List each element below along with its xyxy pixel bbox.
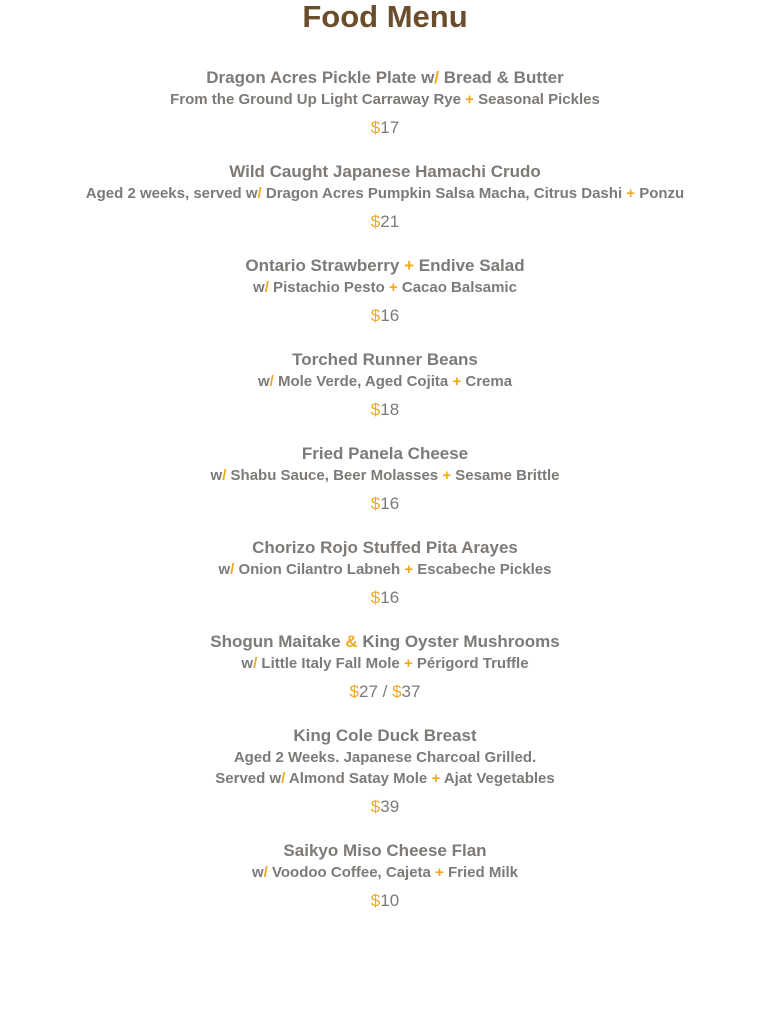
accent-symbol: + (404, 561, 414, 578)
menu-list (80, 67, 690, 934)
menu-item-price (80, 587, 690, 609)
text-segment: King Cole Duck Breast (293, 726, 477, 745)
menu-item-description (80, 653, 690, 674)
menu-item (80, 631, 690, 703)
text-segment: Aged 2 Weeks. Japanese Charcoal Grilled. (233, 749, 537, 766)
menu-item-description (80, 183, 690, 204)
accent-symbol: / (222, 467, 227, 484)
accent-symbol: + (403, 655, 413, 672)
text-segment: 17 (380, 118, 400, 137)
accent-symbol: $ (370, 212, 381, 231)
text-segment: w (257, 373, 270, 390)
accent-symbol: + (404, 256, 415, 275)
text-segment: Cacao Balsamic (397, 279, 517, 296)
text-segment: Périgord Truffle (412, 655, 529, 672)
text-segment: From the Ground Up Light Carraway Rye (170, 91, 466, 108)
text-segment: Shogun Maitake (210, 632, 346, 651)
text-segment: Dragon Acres Pickle Plate w (206, 68, 435, 87)
text-segment: 10 (380, 891, 400, 910)
text-segment: Bread & Butter (439, 68, 564, 87)
text-segment: Chorizo Rojo Stuffed Pita Arayes (252, 538, 518, 557)
text-segment: Ponzu (635, 185, 685, 202)
accent-symbol: + (435, 864, 444, 881)
accent-symbol: / (434, 68, 440, 87)
menu-item-name (80, 443, 690, 465)
text-segment: Dragon Acres Pumpkin Salsa Macha, Citrus Dashi (261, 185, 627, 202)
menu-item-description (80, 371, 690, 392)
text-segment: Aged 2 weeks, served w (85, 185, 258, 202)
menu-item (80, 161, 690, 233)
accent-symbol: $ (370, 400, 381, 419)
text-segment: Fried Milk (443, 864, 519, 881)
accent-symbol: / (257, 185, 262, 202)
menu-item-price (80, 890, 690, 912)
accent-symbol: / (281, 770, 286, 787)
accent-symbol: & (345, 632, 358, 651)
accent-symbol: + (442, 467, 452, 484)
menu-item-name (80, 349, 690, 371)
menu-item-description (80, 862, 690, 883)
text-segment: Ajat Vegetables (440, 770, 555, 787)
text-segment: Pistachio Pesto (268, 279, 389, 296)
menu-item-name (80, 161, 690, 183)
menu-item-description (80, 465, 690, 486)
accent-symbol: $ (392, 682, 402, 701)
accent-symbol: / (253, 655, 258, 672)
menu-item (80, 537, 690, 609)
accent-symbol: / (269, 373, 274, 390)
text-segment: 37 (401, 682, 421, 701)
accent-symbol: $ (349, 682, 359, 701)
text-segment: Fried Panela Cheese (301, 444, 469, 463)
text-segment: Escabeche Pickles (413, 561, 552, 578)
menu-item-price (80, 493, 690, 515)
accent-symbol: + (452, 373, 462, 390)
menu-item (80, 725, 690, 818)
menu-item-description (80, 277, 690, 298)
page-title: Food Menu (302, 0, 468, 34)
text-segment: 39 (380, 797, 400, 816)
text-segment: Saikyo Miso Cheese Flan (283, 841, 487, 860)
text-segment: Torched Runner Beans (292, 350, 478, 369)
menu-item (80, 255, 690, 327)
menu-item-price (80, 117, 690, 139)
accent-symbol: + (388, 279, 398, 296)
menu-item-price (80, 211, 690, 233)
menu-item (80, 443, 690, 515)
menu-item-name (80, 725, 690, 747)
accent-symbol: / (264, 279, 269, 296)
text-segment: Wild Caught Japanese Hamachi Crudo (229, 162, 541, 181)
accent-symbol: $ (370, 797, 381, 816)
text-segment: Ontario Strawberry (245, 256, 405, 275)
text-segment: 18 (380, 400, 400, 419)
accent-symbol: $ (370, 306, 381, 325)
menu-item-price (80, 681, 690, 703)
menu-item-name (80, 537, 690, 559)
text-segment: 27 / (358, 682, 393, 701)
text-segment: 16 (380, 588, 400, 607)
accent-symbol: / (263, 864, 268, 881)
menu-item (80, 840, 690, 912)
text-segment: 21 (380, 212, 400, 231)
text-segment: Endive Salad (414, 256, 525, 275)
accent-symbol: $ (370, 891, 381, 910)
text-segment: w (251, 864, 264, 881)
accent-symbol: / (230, 561, 235, 578)
menu-item (80, 67, 690, 139)
text-segment: w (210, 467, 223, 484)
text-segment: King Oyster Mushrooms (357, 632, 560, 651)
text-segment: 16 (380, 306, 400, 325)
menu-item-name (80, 67, 690, 89)
text-segment: Shabu Sauce, Beer Molasses (226, 467, 443, 484)
text-segment: Sesame Brittle (451, 467, 560, 484)
text-segment: Mole Verde, Aged Cojita (273, 373, 453, 390)
text-segment: Onion Cilantro Labneh (234, 561, 405, 578)
accent-symbol: + (626, 185, 636, 202)
menu-item-description (80, 89, 690, 110)
accent-symbol: + (431, 770, 441, 787)
text-segment: w (241, 655, 254, 672)
menu-item-price (80, 305, 690, 327)
text-segment: w (218, 561, 231, 578)
text-segment: Served w (215, 770, 282, 787)
menu-item-name (80, 631, 690, 653)
accent-symbol: $ (370, 588, 381, 607)
text-segment: Voodoo Coffee, Cajeta (267, 864, 436, 881)
menu-item-price (80, 399, 690, 421)
text-segment: w (253, 279, 265, 296)
menu-item-description (80, 768, 690, 789)
accent-symbol: $ (370, 494, 381, 513)
accent-symbol: $ (370, 118, 381, 137)
menu-item-name (80, 255, 690, 277)
text-segment: Seasonal Pickles (473, 91, 600, 108)
text-segment: 16 (380, 494, 400, 513)
menu-item-description (80, 559, 690, 580)
accent-symbol: + (465, 91, 474, 108)
text-segment: Crema (461, 373, 513, 390)
menu-item-name (80, 840, 690, 862)
text-segment: Little Italy Fall Mole (257, 655, 404, 672)
menu-item-price (80, 796, 690, 818)
menu-item-description (80, 747, 690, 768)
menu-item (80, 349, 690, 421)
text-segment: Almond Satay Mole (285, 770, 432, 787)
